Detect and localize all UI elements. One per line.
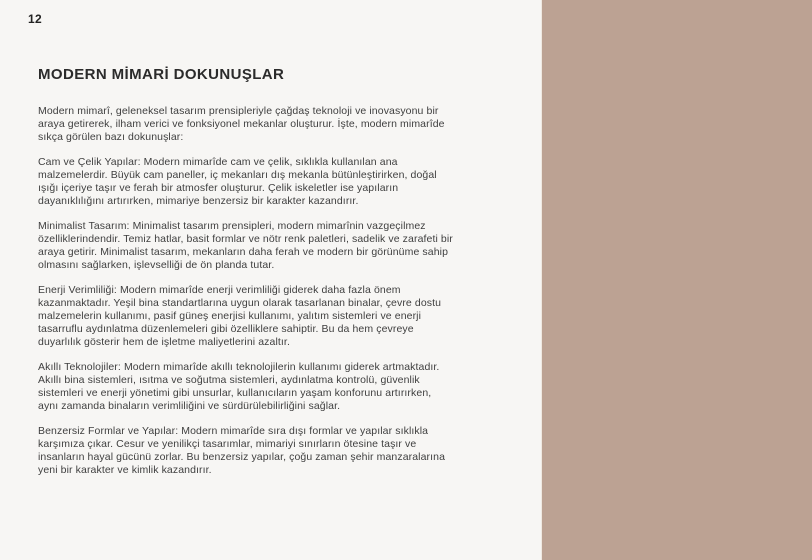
body-text <box>38 105 454 477</box>
paragraph-akilli-teknolojiler: Akıllı Teknolojiler: Modern mimarîde akıllı teknolojilerin kullanımı giderek artmaktadır. Akıllı bina sistemleri, ısıtma ve soğutma sistemleri, aydınlatma kontrolü, güvenlik sistemleri ve enerji yönetimi gibi unsurlar, kullanıcıların yaşam konforunu artırırken, aynı zamanda binaların verimliliğini ve sürdürülebilirliğini sağlar. <box>38 361 440 412</box>
paragraph-intro: Modern mimarî, geleneksel tasarım prensipleriyle çağdaş teknoloji ve inovasyonu bir araya getirerek, ilham verici ve fonksiyonel mekanlar oluşturur. İşte, modern mimarîde sıkça görülen bazı dokunuşlar: <box>38 105 445 143</box>
paragraph-benzersiz-formlar: Benzersiz Formlar ve Yapılar: Modern mimarîde sıra dışı formlar ve yapılar sıklıkla karşımıza çıkar. Cesur ve yenilikçi tasarımlar, mimariyi sınırların ötesine taşır ve insanların hayal gücünü zorlar. Bu benzersiz yapılar, çoğu zaman şehir manzaralarına yeni bir karakter ve kimlik kazandırır. <box>38 425 446 476</box>
paragraph-enerji-verimliligi: Enerji Verimliliği: Modern mimarîde enerji verimliliği giderek daha fazla önem kazanmaktadır. Yeşil bina standartlarına uygun olarak tasarlanan binalar, çevre dostu malzemelerin kullanımı, pasif güneş enerjisi kullanımı, yalıtım sistemleri ve enerji tasarruflu aydınlatma düzenlemeleri gibi özelliklere sahiptir. Bu da hem çevreye duyarlılık gösterir hem de işletme maliyetlerini azaltır. <box>38 284 442 348</box>
decorative-side-panel <box>541 0 812 560</box>
paragraph-minimalist-tasarim: Minimalist Tasarım: Minimalist tasarım prensipleri, modern mimarînin vazgeçilmez özelliklerindendir. Temiz hatlar, basit formlar ve nötr renk paletleri, sadelik ve zarafeti bir araya getirir. Minimalist tasarım, mekanların daha ferah ve modern bir görünüme sahip olmasını sağlarken, işlevselliği de ön planda tutar. <box>38 220 453 271</box>
page-title: MODERN MİMARİ DOKUNUŞLAR <box>38 66 285 83</box>
page-number: 12 <box>28 12 42 26</box>
paragraph-cam-ve-celik: Cam ve Çelik Yapılar: Modern mimarîde cam ve çelik, sıklıkla kullanılan ana malzemelerdir. Büyük cam paneller, iç mekanları dış mekanla bütünleştirirken, doğal ışığı içeriye taşır ve ferah bir atmosfer oluşturur. Çelik iskeletler ise yapıların dayanıklılığını artırırken, mimariye benzersiz bir karakter kazandırır. <box>38 156 437 207</box>
